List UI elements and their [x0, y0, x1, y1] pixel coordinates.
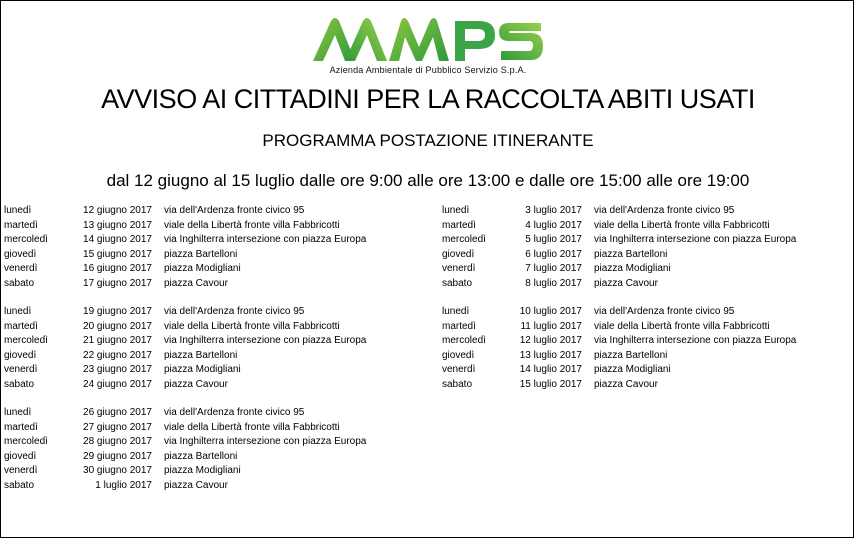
schedule-day: martedì — [4, 219, 38, 231]
schedule-location: piazza Cavour — [164, 277, 228, 289]
schedule-day: venerdì — [4, 465, 38, 476]
schedule-day: lunedì — [442, 205, 470, 216]
schedule-day: venerdì — [4, 364, 38, 375]
schedule-date: 5 luglio 2017 — [525, 234, 582, 245]
schedule-day: martedì — [442, 219, 476, 231]
schedule-row — [442, 219, 854, 234]
schedule-row — [442, 204, 854, 219]
schedule-location: via dell'Ardenza fronte civico 95 — [594, 205, 735, 216]
schedule-row — [4, 320, 416, 335]
schedule-day: sabato — [4, 378, 35, 390]
schedule-day: martedì — [442, 320, 476, 332]
schedule-day: martedì — [4, 421, 38, 433]
schedule-location: piazza Bartelloni — [164, 349, 238, 361]
schedule-date: 30 giugno 2017 — [83, 465, 152, 476]
schedule-row — [4, 334, 416, 349]
schedule-row — [4, 479, 416, 494]
schedule-location: piazza Modigliani — [164, 263, 241, 274]
schedule-day: lunedì — [442, 306, 470, 317]
schedule-date: 11 luglio 2017 — [520, 320, 582, 332]
schedule-date: 13 luglio 2017 — [519, 349, 582, 361]
schedule-row — [4, 233, 416, 248]
schedule-location: piazza Modigliani — [164, 465, 241, 476]
schedule-row — [4, 204, 416, 219]
schedule-row — [442, 363, 854, 378]
schedule-row — [4, 406, 416, 421]
schedule-row — [442, 349, 854, 364]
schedule-row — [442, 334, 854, 349]
schedule-location: piazza Modigliani — [594, 364, 671, 375]
schedule-day: venerdì — [442, 263, 476, 274]
schedule-row — [442, 320, 854, 335]
schedule-row — [4, 363, 416, 378]
schedule-date: 6 luglio 2017 — [525, 248, 582, 260]
schedule-date: 12 luglio 2017 — [519, 335, 582, 346]
schedule-date: 23 giugno 2017 — [83, 364, 152, 375]
schedule-location: viale della Libertà fronte villa Fabbricotti — [164, 219, 340, 231]
schedule-row — [4, 464, 416, 479]
schedule-location: viale della Libertà fronte villa Fabbricotti — [164, 421, 340, 433]
schedule-location: via Inghilterra intersezione con piazza Europa — [164, 335, 367, 346]
schedule-location: viale della Libertà fronte villa Fabbricotti — [594, 219, 770, 231]
schedule-location: via dell'Ardenza fronte civico 95 — [164, 407, 305, 418]
schedule-day: sabato — [4, 479, 35, 491]
schedule-location: via Inghilterra intersezione con piazza Europa — [594, 234, 797, 245]
company-name: Azienda Ambientale di Pubblico Servizio S.p.A. — [329, 65, 527, 75]
schedule-row — [4, 435, 416, 450]
schedule-location: piazza Bartelloni — [164, 248, 238, 260]
schedule-location: piazza Bartelloni — [594, 248, 668, 260]
schedule-week-right-1 — [442, 204, 854, 291]
schedule-day: sabato — [4, 277, 35, 289]
schedule-location: piazza Cavour — [164, 378, 228, 390]
schedule-row — [4, 378, 416, 393]
schedule-date: 15 luglio 2017 — [519, 378, 582, 390]
page-subtitle: PROGRAMMA POSTAZIONE ITINERANTE — [262, 131, 594, 150]
schedule-date: 19 giugno 2017 — [83, 306, 152, 317]
schedule-row — [4, 277, 416, 292]
schedule-date: 26 giugno 2017 — [83, 407, 152, 418]
schedule-day: giovedì — [4, 450, 37, 462]
schedule-day: giovedì — [442, 248, 475, 260]
schedule-location: piazza Modigliani — [594, 263, 671, 274]
schedule-location: piazza Bartelloni — [164, 450, 238, 462]
schedule-week-left-2 — [4, 305, 416, 392]
schedule-date: 10 luglio 2017 — [519, 306, 582, 317]
schedule-row — [442, 262, 854, 277]
schedule-date: 1 luglio 2017 — [95, 479, 152, 491]
schedule-location: piazza Modigliani — [164, 364, 241, 375]
schedule-date: 4 luglio 2017 — [525, 219, 582, 231]
schedule-row — [4, 305, 416, 320]
schedule-day: lunedì — [4, 306, 32, 317]
schedule-location: via dell'Ardenza fronte civico 95 — [164, 205, 305, 216]
schedule-row — [442, 378, 854, 393]
schedule-date: 29 giugno 2017 — [83, 450, 152, 462]
schedule-date: 12 giugno 2017 — [83, 205, 152, 216]
schedule-date: 14 giugno 2017 — [83, 234, 152, 245]
page-title: AVVISO AI CITTADINI PER LA RACCOLTA ABITI USATI — [101, 84, 755, 114]
schedule-date: 7 luglio 2017 — [525, 263, 582, 274]
schedule-location: piazza Cavour — [164, 479, 228, 491]
schedule-row — [4, 262, 416, 277]
schedule-date: 28 giugno 2017 — [83, 436, 152, 447]
schedule-day: venerdì — [4, 263, 38, 274]
schedule-date: 17 giugno 2017 — [83, 277, 152, 289]
schedule-day: mercoledì — [442, 335, 486, 346]
schedule-location: via Inghilterra intersezione con piazza Europa — [594, 335, 797, 346]
schedule-date: 13 giugno 2017 — [83, 219, 152, 231]
schedule-location: viale della Libertà fronte villa Fabbricotti — [164, 320, 340, 332]
schedule-location: piazza Cavour — [594, 277, 658, 289]
schedule-date: 20 giugno 2017 — [83, 320, 152, 332]
schedule-row — [442, 305, 854, 320]
schedule-location: via Inghilterra intersezione con piazza Europa — [164, 436, 367, 447]
schedule-week-left-3 — [4, 406, 416, 493]
schedule-row — [4, 349, 416, 364]
schedule-location: via dell'Ardenza fronte civico 95 — [594, 306, 735, 317]
schedule-week-right-2 — [442, 305, 854, 392]
schedule-day: mercoledì — [4, 436, 48, 447]
schedule-location: piazza Cavour — [594, 378, 658, 390]
schedule-day: giovedì — [4, 349, 37, 361]
schedule-row — [442, 277, 854, 292]
schedule-period: dal 12 giugno al 15 luglio dalle ore 9:00 alle ore 13:00 e dalle ore 15:00 alle ore 19:00 — [106, 171, 750, 190]
schedule-day: mercoledì — [4, 335, 48, 346]
schedule-date: 16 giugno 2017 — [83, 263, 152, 274]
schedule-day: sabato — [442, 378, 473, 390]
schedule-location: piazza Bartelloni — [594, 349, 668, 361]
schedule-day: sabato — [442, 277, 473, 289]
schedule-row — [4, 421, 416, 436]
schedule-day: mercoledì — [442, 234, 486, 245]
schedule-day: lunedì — [4, 407, 32, 418]
schedule-row — [4, 248, 416, 263]
schedule-row — [442, 248, 854, 263]
schedule-row — [4, 450, 416, 465]
schedule-location: via dell'Ardenza fronte civico 95 — [164, 306, 305, 317]
schedule-date: 8 luglio 2017 — [525, 277, 582, 289]
schedule-date: 14 luglio 2017 — [519, 364, 582, 375]
schedule-location: viale della Libertà fronte villa Fabbricotti — [594, 320, 770, 332]
schedule-date: 15 giugno 2017 — [83, 248, 152, 260]
schedule-day: mercoledì — [4, 234, 48, 245]
aamps-logo-graphic — [309, 13, 549, 68]
schedule-date: 22 giugno 2017 — [83, 349, 152, 361]
schedule-row — [4, 219, 416, 234]
schedule-date: 21 giugno 2017 — [83, 335, 152, 346]
schedule-day: giovedì — [442, 349, 475, 361]
schedule-day: giovedì — [4, 248, 37, 260]
schedule-week-left-1 — [4, 204, 416, 291]
schedule-date: 3 luglio 2017 — [525, 205, 582, 216]
schedule-date: 27 giugno 2017 — [83, 421, 152, 433]
schedule-date: 24 giugno 2017 — [83, 378, 152, 390]
schedule-row — [442, 233, 854, 248]
schedule-day: martedì — [4, 320, 38, 332]
aamps-logo — [309, 13, 549, 68]
schedule-day: lunedì — [4, 205, 32, 216]
schedule-day: venerdì — [442, 364, 476, 375]
schedule-location: via Inghilterra intersezione con piazza Europa — [164, 234, 367, 245]
